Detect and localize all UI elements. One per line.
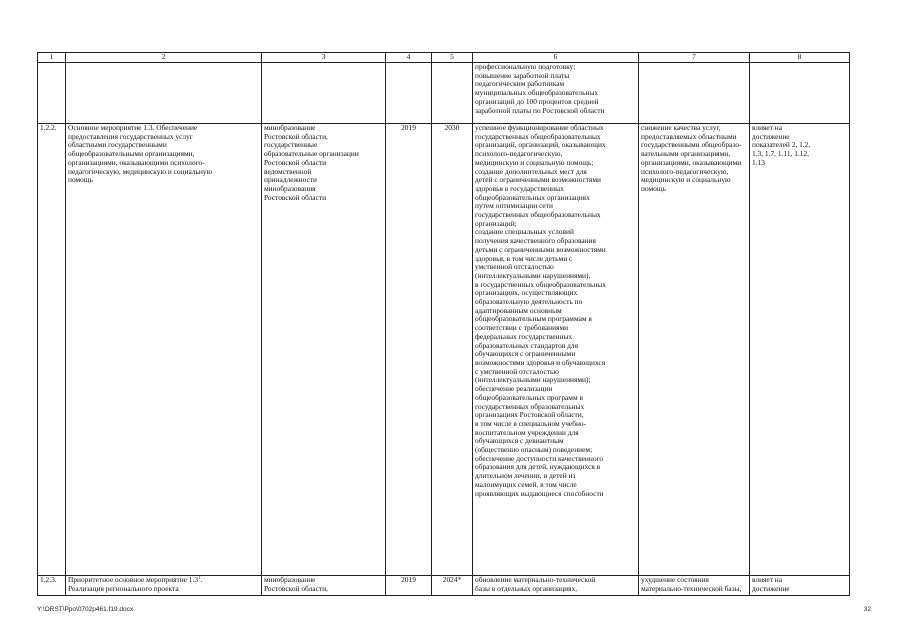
text-line: материально-технической базы,	[641, 584, 742, 593]
text-line: государственных общеобразовательных	[475, 211, 601, 220]
text-line: 1.13	[752, 158, 765, 167]
text-line: минобразование	[264, 576, 316, 584]
text-line: обеспечение доступности качественного	[475, 454, 604, 463]
header-col-5: 5	[432, 53, 473, 63]
text-line: муниципальных общеобразовательных	[475, 89, 599, 98]
text-line: общеобразовательных организациях	[475, 193, 590, 202]
text-line: влияет на	[752, 124, 783, 132]
text-line: базы в отдельных организациях,	[475, 584, 578, 593]
text-line: образовательные организации	[264, 150, 359, 159]
file-path-footer: Y:\ORST\Ppo\0702p461.f19.docx	[37, 606, 134, 613]
text-line: детьми с ограниченными возможностями	[475, 245, 606, 254]
text-line: минобразование	[264, 124, 316, 132]
text-line: помощь	[641, 184, 666, 193]
text-line: предоставляемых областными	[641, 132, 737, 141]
footnote-mark: 1	[198, 575, 201, 581]
text-line: с умственной отсталостью	[475, 367, 559, 376]
text-line: педагогическим работникам	[475, 80, 565, 89]
text-line: путем оптимизации сети	[475, 202, 553, 211]
text-line: обучающихся с ограниченными	[475, 350, 576, 359]
text-line: государственными общеобразо-	[641, 141, 742, 150]
text-line: психолого-педагогическую,	[475, 150, 563, 159]
text-line: профессиональную подготовку;	[475, 63, 576, 71]
text-line: минобразования	[264, 184, 316, 193]
page-number: 32	[863, 606, 871, 613]
text-line: областными государственными	[68, 141, 167, 150]
text-line: создание дополнительных мест для	[475, 167, 587, 176]
text-line: государственных образовательных	[475, 402, 585, 411]
consequences-cell	[639, 124, 750, 576]
text-line: медицинскую и социальную	[641, 176, 731, 185]
text-line: обучающихся с девиантным	[475, 437, 564, 446]
table-row-1-2-2	[38, 124, 850, 576]
start-year-cell: 2019	[386, 576, 432, 596]
measure-name-cell	[66, 576, 262, 596]
text-line: организаций до 100 процентов средней	[475, 97, 599, 106]
consequences-cell	[639, 576, 750, 596]
text-line: соответствии с требованиями	[475, 324, 569, 333]
text-line: Ростовской области,	[264, 132, 328, 141]
header-col-7: 7	[639, 53, 750, 63]
executor-cell	[262, 124, 386, 576]
text-line: психолого-педагогическую,	[641, 167, 729, 176]
text-line: медицинскую и социальную помощь;	[475, 158, 594, 167]
text-line: в том числе в специальном учебно-	[475, 419, 587, 428]
measure-name-line-2: Реализация регионального проекта	[68, 583, 179, 593]
text-line: Ростовской области	[264, 158, 327, 167]
header-col-2: 2	[66, 53, 262, 63]
text-line: здоровья в государственных	[475, 184, 564, 193]
text-line: обновление материально-технической	[475, 576, 596, 584]
text-line: (интеллектуальными нарушениями);	[475, 376, 591, 385]
text-line: воспитательном учреждении для	[475, 428, 579, 437]
column-number-header-row	[38, 53, 850, 63]
text-line: умственной отсталостью	[475, 263, 554, 272]
text-line: Ростовской области,	[264, 584, 328, 593]
continued-results-cell	[473, 63, 639, 124]
text-line: общеобразовательным программам в	[475, 315, 592, 324]
text-line: создание специальных условий	[475, 228, 574, 237]
text-line: Ростовской области	[264, 193, 327, 202]
text-line: ухудшение состояния	[641, 576, 709, 584]
end-year-cell: 2024*	[432, 576, 473, 596]
text-line: образовательных стандартов для	[475, 341, 579, 350]
text-line: педагогическую, медицинскую и социальную	[68, 167, 213, 176]
header-col-3: 3	[262, 53, 386, 63]
text-line: Основное мероприятие 1.3. Обеспечение	[68, 124, 198, 132]
indicators-link-cell	[750, 576, 850, 596]
expected-results-cell	[473, 124, 639, 576]
text-line: влияет на	[752, 576, 783, 584]
header-col-4: 4	[386, 53, 432, 63]
row-number: 1.2.3.	[38, 576, 66, 596]
text-line: 1.3, 1.7, 1.11, 1.12,	[752, 150, 810, 159]
measure-name-line-1: Приоритетное основное мероприятие 1.3	[68, 575, 199, 584]
text-line: общеобразовательных программ в	[475, 393, 583, 402]
text-line: организациях, осуществляющих	[475, 289, 578, 298]
start-year-cell: 2019	[386, 124, 432, 576]
text-line: (интеллектуальными нарушениями),	[475, 271, 591, 280]
text-line: образования для детей, нуждающихся в	[475, 463, 601, 472]
text-line: длительном лечении, и детей из	[475, 472, 576, 481]
table-row-1-2-3	[38, 576, 850, 596]
text-line: образовательную деятельность по	[475, 298, 583, 307]
text-line: организациями, оказывающими психолого-	[68, 158, 205, 167]
text-line: успешное функционирование областных	[475, 124, 604, 132]
header-col-8: 8	[750, 53, 850, 63]
text-line: детей с ограниченными возможностями	[475, 176, 601, 185]
text-line: организаций;	[475, 219, 517, 228]
row-number: 1.2.2.	[38, 124, 66, 576]
text-line: вательными организациями,	[641, 150, 731, 159]
measure-name-punct: .	[200, 575, 203, 584]
text-line: федеральных государственных	[475, 332, 573, 341]
text-line: принадлежности	[264, 176, 317, 185]
text-line: заработной платы по Ростовской области	[475, 106, 605, 115]
text-line: малоимущих семей, в том числе	[475, 480, 577, 489]
text-line: повышение заработной платы	[475, 71, 570, 80]
text-line: достижение	[752, 132, 790, 141]
text-line: получения качественного образования	[475, 237, 596, 246]
end-year-cell: 2030	[432, 124, 473, 576]
executor-cell	[262, 576, 386, 596]
text-line: помощь	[68, 176, 93, 185]
text-line: (общественно опасным) поведением;	[475, 446, 593, 455]
text-line: возможностями здоровья и обучающихся	[475, 358, 606, 367]
text-line: снижение качества услуг,	[641, 124, 721, 132]
text-line: организациями, оказывающими	[641, 158, 742, 167]
text-line: ведомственной	[264, 167, 312, 176]
expected-results-cell	[473, 576, 639, 596]
text-line: в государственных общеобразовательных	[475, 280, 606, 289]
indicators-link-cell	[750, 124, 850, 576]
text-line: показателей 2, 1.2,	[752, 141, 811, 150]
header-col-1: 1	[38, 53, 66, 63]
text-line: здоровья, в том числе детьми с	[475, 254, 573, 263]
text-line: проявляющих выдающиеся способности	[475, 489, 604, 498]
text-line: организациях Ростовской области,	[475, 411, 584, 420]
table-row-continued	[38, 63, 850, 124]
text-line: достижение	[752, 584, 790, 593]
text-line: обеспечение реализации	[475, 385, 553, 394]
text-line: общеобразовательными организациями,	[68, 150, 195, 159]
text-line: предоставления государственных услуг	[68, 132, 193, 141]
text-line: адаптированным основным	[475, 306, 562, 315]
program-measures-table	[37, 52, 850, 596]
header-col-6: 6	[473, 53, 639, 63]
text-line: государственных общеобразовательных	[475, 132, 601, 141]
text-line: государственные	[264, 141, 318, 150]
measure-name-cell	[66, 124, 262, 576]
text-line: организаций, организаций, оказывающих	[475, 141, 606, 150]
